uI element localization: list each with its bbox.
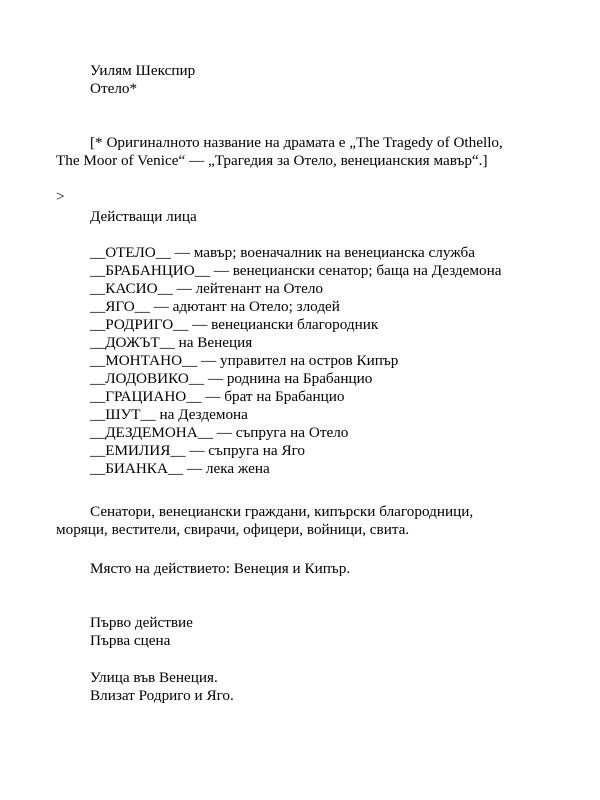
setting-line: Място на действието: Венеция и Кипър. <box>90 560 351 577</box>
character-item: __МОНТАНО__ — управител на остров Кипър <box>90 352 399 369</box>
scene-location: Улица във Венеция. <box>90 669 218 686</box>
character-item: __ЛОДОВИКО__ — роднина на Брабанцио <box>90 370 373 387</box>
character-item: __ГРАЦИАНО__ — брат на Брабанцио <box>90 388 345 405</box>
character-item: __ДЕЗДЕМОНА__ — съпруга на Отело <box>90 424 349 441</box>
character-item: __ОТЕЛО__ — мавър; военачалник на венецианска служба <box>90 244 476 261</box>
character-item: __ЕМИЛИЯ__ — съпруга на Яго <box>90 442 306 459</box>
character-item: __КАСИО__ — лейтенант на Отело <box>90 280 324 297</box>
extras-line-1: Сенатори, венециански граждани, кипърски благородници, <box>90 503 474 520</box>
characters-heading: Действащи лица <box>90 208 197 225</box>
act-title: Първо действие <box>90 614 193 631</box>
quote-marker: > <box>56 188 65 205</box>
character-item: __ШУТ__ на Дездемона <box>90 406 248 423</box>
footnote-line-1: [* Оригиналното название на драмата е „The Tragedy of Othello, <box>90 134 503 151</box>
play-title: Отело* <box>90 80 138 97</box>
character-item: __БИАНКА__ — лека жена <box>90 460 270 477</box>
character-item: __РОДРИГО__ — венециански благородник <box>90 316 379 333</box>
character-item: __ЯГО__ — адютант на Отело; злодей <box>90 298 340 315</box>
stage-direction: Влизат Родриго и Яго. <box>90 687 234 704</box>
extras-line-2: моряци, вестители, свирачи, офицери, войници, свита. <box>56 521 410 538</box>
scene-title: Първа сцена <box>90 632 171 649</box>
footnote-line-2: The Moor of Venice“ — „Трагедия за Отело, венецианския мавър“.] <box>56 152 488 169</box>
character-item: __ДОЖЪТ__ на Венеция <box>90 334 253 351</box>
character-item: __БРАБАНЦИО__ — венециански сенатор; баща на Дездемона <box>90 262 502 279</box>
author-name: Уилям Шекспир <box>90 62 196 79</box>
